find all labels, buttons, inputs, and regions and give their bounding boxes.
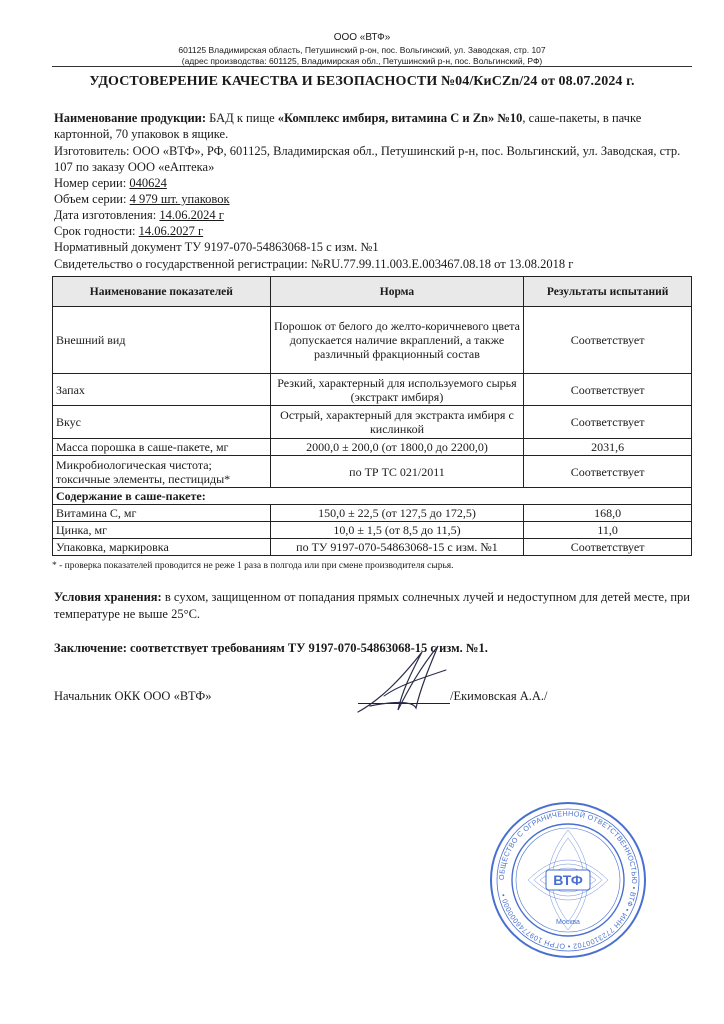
stamp-ring-text: ОБЩЕСТВО С ОГРАНИЧЕННОЙ ОТВЕТСТВЕННОСТЬЮ • ВТФ • ИНН 7723100702 • ОГРН 1097746000000 • xyxy=(496,808,640,952)
footnote: * - проверка показателей проводится не реже 1 раза в полгода или при смене производителя сырья. xyxy=(52,561,454,571)
header-indicator: Наименование показателей xyxy=(53,277,271,307)
table-row xyxy=(53,505,692,522)
row-norm: 150,0 ± 22,5 (от 127,5 до 172,5) xyxy=(270,505,524,522)
volume-value: 4 979 шт. упаковок xyxy=(129,192,230,206)
row-name: Внешний вид xyxy=(53,307,271,374)
volume-line xyxy=(54,191,690,207)
header-divider xyxy=(52,66,692,67)
storage-label: Условия хранения: xyxy=(54,590,162,604)
storage-conditions xyxy=(54,589,690,623)
header-norm: Норма xyxy=(270,277,524,307)
table-header-row xyxy=(53,277,692,307)
row-norm: по ТР ТС 021/2011 xyxy=(270,456,524,488)
row-result: Соответствует xyxy=(524,456,692,488)
expiry-line xyxy=(54,223,690,239)
row-norm: Резкий, характерный для используемого сырья (экстракт имбиря) xyxy=(270,374,524,406)
product-text-post: , саше-пакеты, в пачке картонной, 70 упаковок в ящике. xyxy=(54,111,642,141)
made-line xyxy=(54,207,690,223)
row-norm: 10,0 ± 1,5 (от 8,5 до 11,5) xyxy=(270,522,524,539)
table-row xyxy=(53,456,692,488)
row-result: Соответствует xyxy=(524,539,692,556)
table-section-row xyxy=(53,488,692,505)
official-stamp xyxy=(488,800,648,960)
row-norm: Острый, характерный для экстракта имбиря с кислинкой xyxy=(270,406,524,439)
header-result: Результаты испытаний xyxy=(524,277,692,307)
signer-name: /Екимовская А.А./ xyxy=(450,689,548,703)
expiry-label: Срок годности: xyxy=(54,224,136,238)
row-result: 11,0 xyxy=(524,522,692,539)
header-org: ООО «ВТФ» xyxy=(333,32,391,43)
row-name: Витамина С, мг xyxy=(53,505,271,522)
manufacturer-label: Изготовитель: xyxy=(54,144,130,158)
row-name: Запах xyxy=(53,374,271,406)
expiry-value: 14.06.2027 г xyxy=(138,224,204,238)
row-name: Упаковка, маркировка xyxy=(53,539,271,556)
product-line xyxy=(54,110,690,142)
row-name: Вкус xyxy=(53,406,271,439)
made-label: Дата изготовления: xyxy=(54,208,157,222)
row-result: 2031,6 xyxy=(524,439,692,456)
stamp-city: Москва xyxy=(556,919,580,926)
row-norm: по ТУ 9197-070-54863068-15 с изм. №1 xyxy=(270,539,524,556)
volume-label: Объем серии: xyxy=(54,192,127,206)
normative-line: Нормативный документ ТУ 9197-070-54863068-15 с изм. №1 xyxy=(54,240,379,254)
product-text-pre: БАД к пище xyxy=(209,111,275,125)
row-norm: 2000,0 ± 200,0 (от 1800,0 до 2200,0) xyxy=(270,439,524,456)
signer-position: Начальник ОКК ООО «ВТФ» xyxy=(54,689,212,703)
table-row xyxy=(53,522,692,539)
row-result: Соответствует xyxy=(524,374,692,406)
row-result: Соответствует xyxy=(524,307,692,374)
header-production-address: (адрес производства: 601125, Владимирская обл., Петушинский р-н, пос. Вольгинский, РФ) xyxy=(181,56,543,66)
table-row xyxy=(53,439,692,456)
row-result: 168,0 xyxy=(524,505,692,522)
section-title: Содержание в саше-пакете: xyxy=(53,488,692,505)
row-result: Соответствует xyxy=(524,406,692,439)
series-value: 040624 xyxy=(129,176,167,190)
manufacturer-line xyxy=(54,143,690,175)
manufacturer-value: ООО «ВТФ», РФ, 601125, Владимирская обл., Петушинский р-н, пос. Вольгинский, ул. Заводская, стр. 107 по заказу ООО «еАптека» xyxy=(54,144,681,174)
table-row xyxy=(53,406,692,439)
series-label: Номер серии: xyxy=(54,176,127,190)
table-row xyxy=(53,374,692,406)
row-name: Цинка, мг xyxy=(53,522,271,539)
row-norm: Порошок от белого до желто-коричневого цвета допускается наличие вкраплений, а также различный фракционный состав xyxy=(270,307,524,374)
registration-line: Свидетельство о государственной регистрации: №RU.77.99.11.003.Е.003467.08.18 от 13.08.2018 г xyxy=(54,257,574,271)
made-value: 14.06.2024 г xyxy=(159,208,224,222)
header-address: 601125 Владимирская область, Петушинский р-он, пос. Вольгинский, ул. Заводская, стр. 107 xyxy=(178,45,546,55)
product-name: «Комплекс имбиря, витамина С и Zn» №10 xyxy=(277,111,523,125)
product-label: Наименование продукции: xyxy=(54,111,207,125)
document-title: УДОСТОВЕРЕНИЕ КАЧЕСТВА И БЕЗОПАСНОСТИ №04/КиCZn/24 от 08.07.2024 г. xyxy=(89,74,635,89)
row-name: Микробиологическая чистота; токсичные элементы, пестициды* xyxy=(53,456,271,488)
storage-text: в сухом, защищенном от попадания прямых солнечных лучей и недоступном для детей месте, при температуре не выше 25°С. xyxy=(54,590,690,621)
row-name: Масса порошка в саше-пакете, мг xyxy=(53,439,271,456)
handwritten-signature xyxy=(350,640,460,720)
stamp-center-text: ВТФ xyxy=(553,872,583,888)
table-row xyxy=(53,307,692,374)
table-row xyxy=(53,539,692,556)
conclusion: Заключение: соответствует требованиям ТУ 9197-070-54863068-15 с изм. №1. xyxy=(54,641,488,655)
quality-table xyxy=(52,276,692,556)
series-line xyxy=(54,175,690,191)
